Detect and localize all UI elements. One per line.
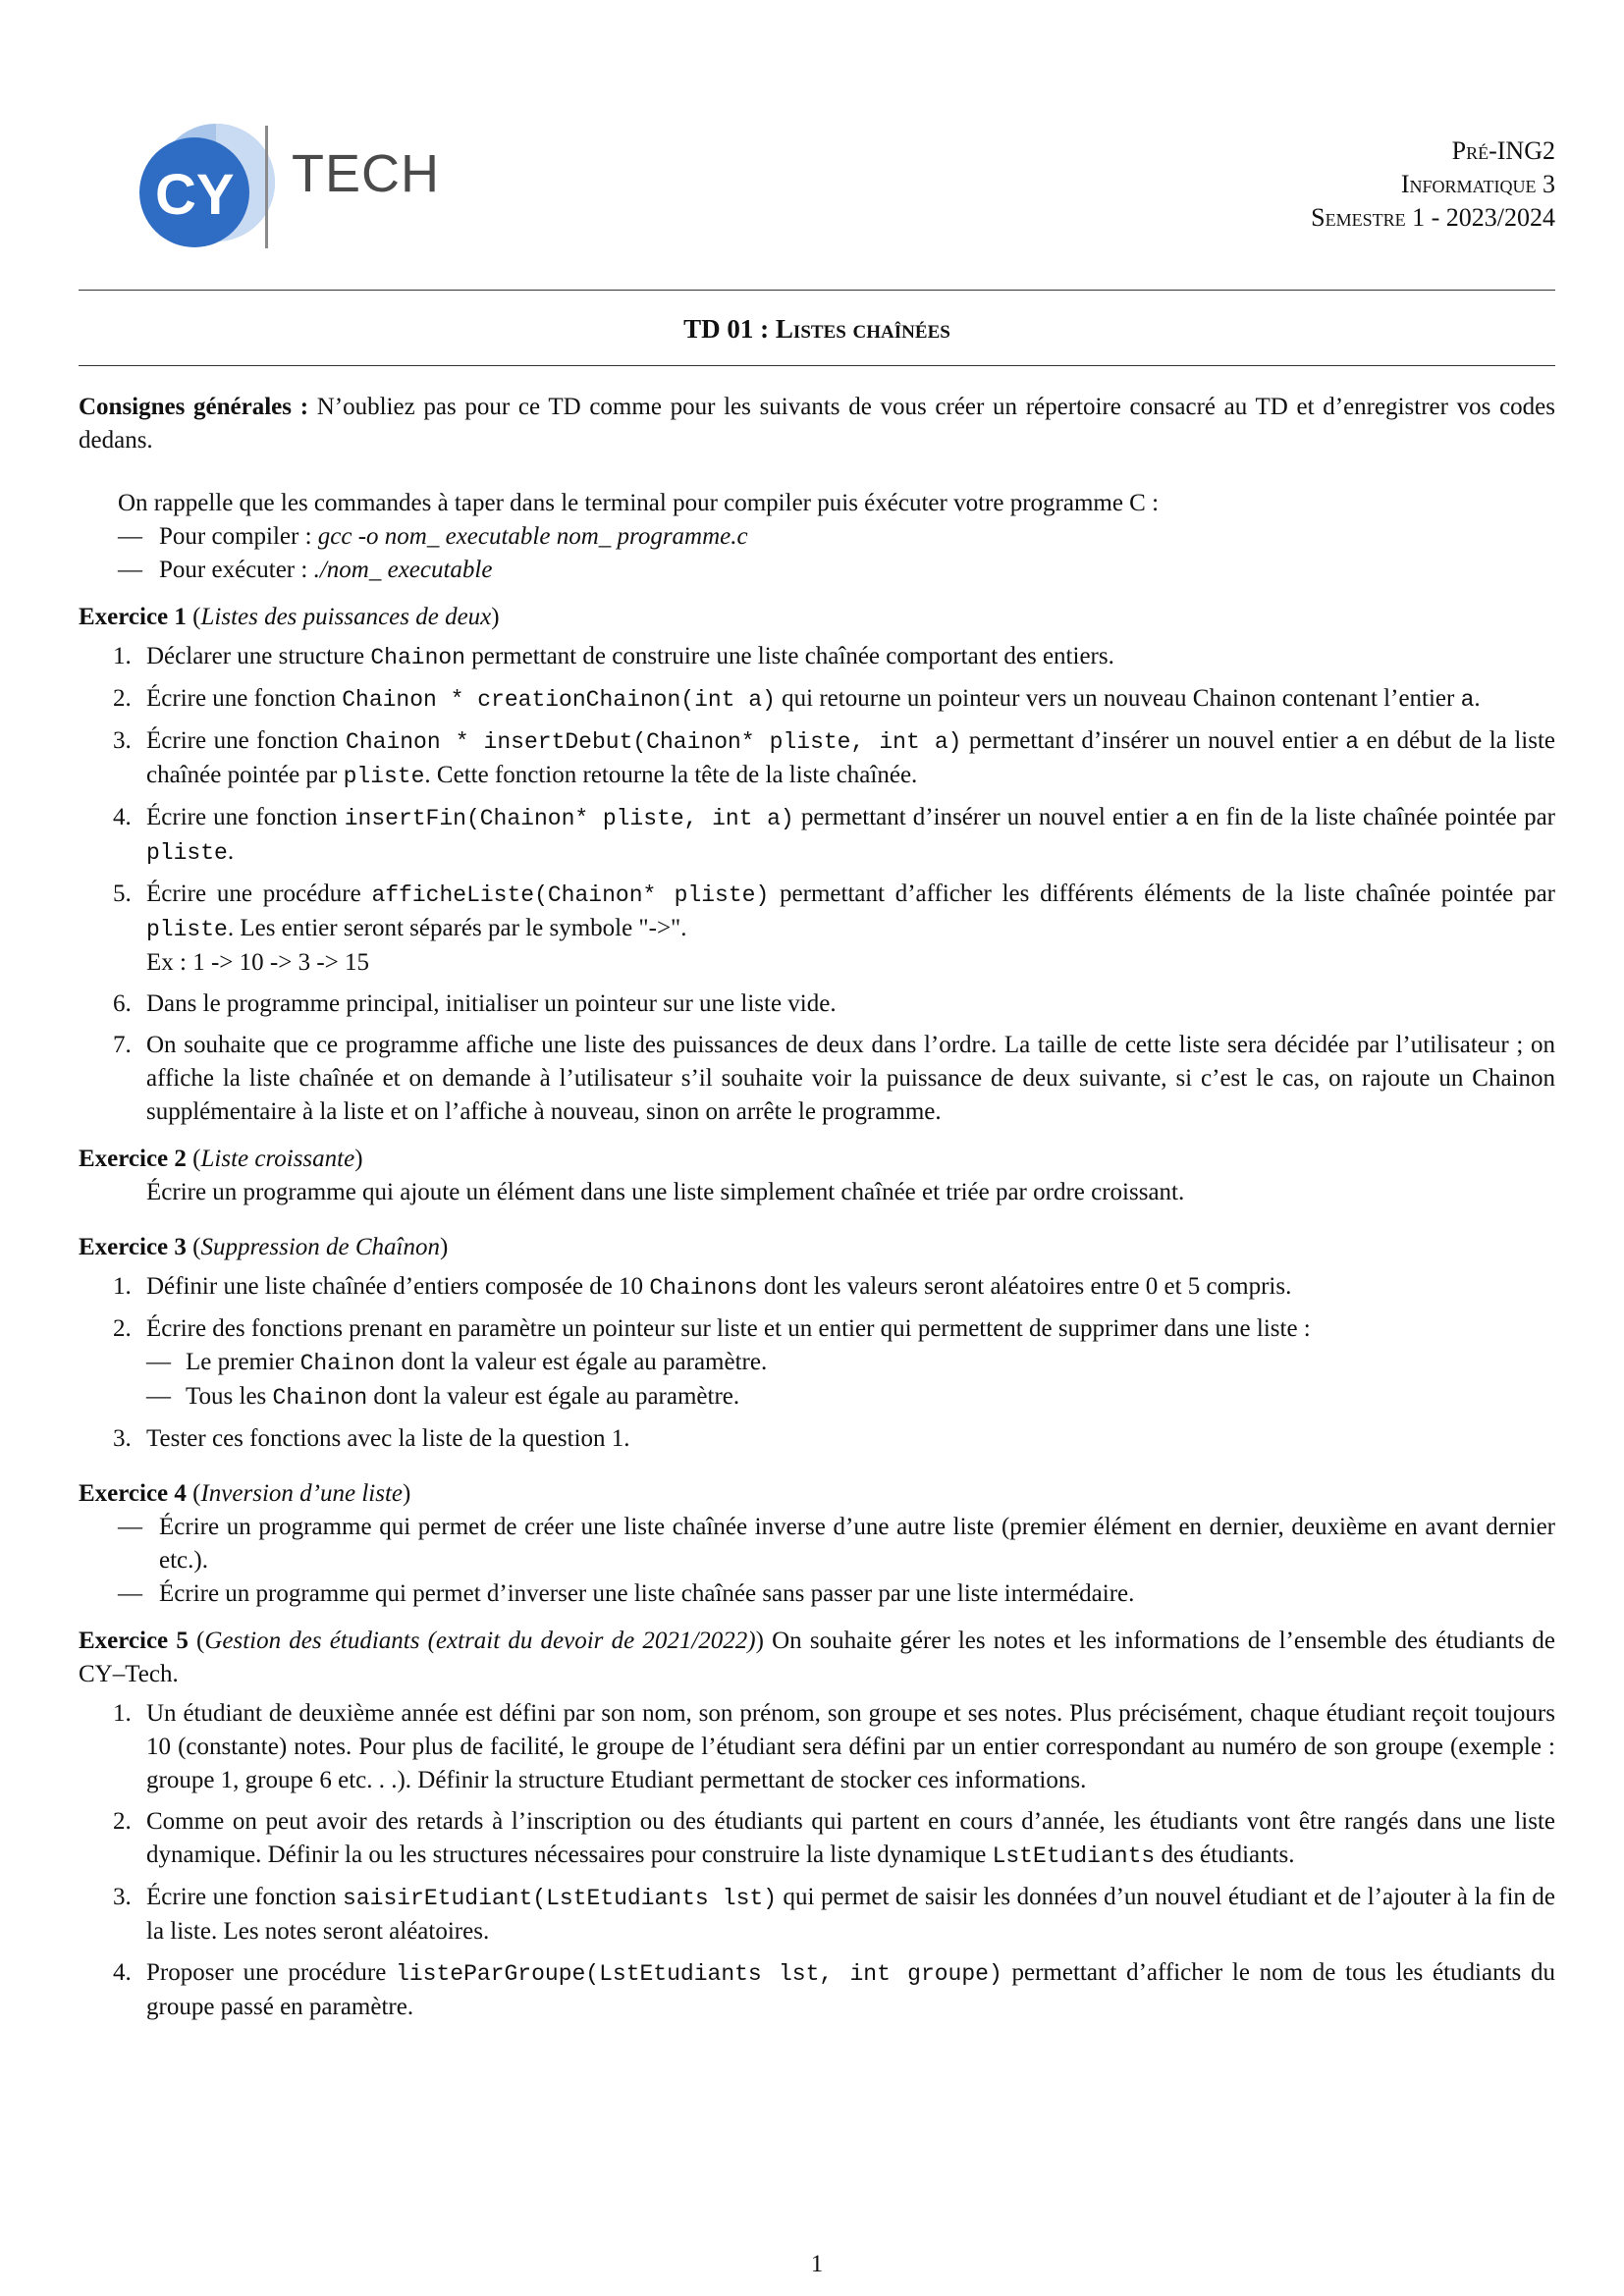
title-rule-top bbox=[79, 290, 1555, 291]
sub-item: — Tous les Chainon dont la valeur est égale au paramètre. bbox=[146, 1383, 740, 1411]
exercise-3-list bbox=[79, 1270, 1555, 1456]
exercise-5-subtitle: Gestion des étudiants (extrait du devoir de 2021/2022) bbox=[204, 1628, 756, 1654]
exercise-2-subtitle: Liste croissante bbox=[200, 1146, 355, 1172]
course-info bbox=[1311, 134, 1555, 235]
list-item: 3. Écrire une fonction Chainon * insertDebut(Chainon* pliste, int a) permettant d’insérer un nouvel entier a en début de la liste chaînée pointée par pliste. Cette fonction retourne la tête de la liste chaînée. bbox=[113, 727, 1555, 789]
exercise-4-label: Exercice 4 bbox=[79, 1480, 187, 1507]
list-item: 1. Un étudiant de deuxième année est défini par son nom, son prénom, son groupe et ses notes. Plus précisément, chaque étudiant reçoit toujours 10 (constante) notes. Pour plus de facilité, le groupe de l’étudiant sera défini par un entier correspondant au numéro de son groupe (exemple : groupe 1, groupe 6 etc. . .). Définir la structure Etudiant permettant de stocker ces informations. bbox=[113, 1700, 1555, 1793]
list-item: 3. Écrire une fonction saisirEtudiant(LstEtudiants lst) qui permet de saisir les données d’un nouvel étudiant et de l’ajouter à la fin de la liste. Les notes seront aléatoires. bbox=[113, 1884, 1556, 1945]
course-semester: Semestre 1 - 2023/2024 bbox=[1311, 203, 1555, 232]
page-number: 1 bbox=[810, 2251, 824, 2277]
exercise-1-subtitle: Listes des puissances de deux bbox=[200, 604, 492, 630]
document-page bbox=[79, 0, 1555, 2296]
run-item: — Pour exécuter : ./nom_ executable bbox=[118, 557, 493, 583]
exercise-5-list bbox=[79, 1697, 1555, 2024]
run-label: Pour exécuter : bbox=[159, 557, 314, 583]
exercise-2-heading: Exercice 2 (Liste croissante) bbox=[79, 1146, 363, 1172]
exercise-5-label: Exercice 5 bbox=[79, 1628, 189, 1654]
exercise-1-label: Exercice 1 bbox=[79, 604, 187, 630]
run-command: ./nom_ executable bbox=[313, 557, 493, 583]
compile-command: gcc -o nom_ executable nom_ programme.c bbox=[317, 523, 748, 550]
example-line: Ex : 1 -> 10 -> 3 -> 15 bbox=[146, 949, 369, 976]
exercise-1-list bbox=[79, 640, 1555, 1129]
exercise-4-item-1: — Écrire un programme qui permet de créer une liste chaînée inverse d’une autre liste (premier élément en dernier, deuxième en avant dernier etc.). bbox=[118, 1514, 1555, 1574]
logo-mark-text: CY bbox=[155, 163, 235, 227]
list-item: 4. Écrire une fonction insertFin(Chainon* pliste, int a) permettant d’insérer un nouvel entier a en fin de la liste chaînée pointée par pliste. bbox=[113, 804, 1555, 866]
list-item: 6. Dans le programme principal, initialiser un pointeur sur une liste vide. bbox=[113, 990, 837, 1017]
exercise-1-heading: Exercice 1 (Listes des puissances de deux) bbox=[79, 604, 500, 630]
title-rule-bottom bbox=[79, 365, 1555, 366]
general-text: N’oubliez pas pour ce TD comme pour les suivants de vous créer un répertoire consacré au TD et d’enregistrer vos codes dedans. bbox=[79, 394, 1555, 454]
exercise-3-heading: Exercice 3 (Suppression de Chaînon) bbox=[79, 1234, 449, 1260]
logo-text: TECH bbox=[292, 144, 440, 203]
page-title bbox=[79, 312, 1555, 346]
exercise-4-subtitle: Inversion d’une liste bbox=[200, 1480, 403, 1507]
course-subject: Informatique 3 bbox=[1400, 170, 1555, 198]
list-item: 2. Écrire des fonctions prenant en paramètre un pointeur sur liste et un entier qui permettent de supprimer dans une liste : — Le premier Chainon dont la valeur est égale au paramètre. — Tous les Chainon dont la valeur est égale au paramètre. bbox=[79, 1312, 1555, 1415]
list-item: 4. Proposer une procédure listeParGroupe(LstEtudiants lst, int groupe) permettant d’afficher le nom de tous les étudiants du groupe passé en paramètre. bbox=[113, 1959, 1555, 2020]
list-item: 1. Déclarer une structure Chainon permettant de construire une liste chaînée comportant des entiers. bbox=[113, 643, 1114, 670]
compile-label: Pour compiler : bbox=[159, 523, 318, 550]
general-instructions bbox=[79, 391, 1555, 457]
compile-item: — Pour compiler : gcc -o nom_ executable nom_ programme.c bbox=[118, 523, 748, 550]
exercise-4-heading: Exercice 4 (Inversion d’une liste) bbox=[79, 1480, 411, 1507]
course-level: Pré-ING2 bbox=[1451, 136, 1555, 165]
exercise-5-intro: On souhaite gérer les notes et les informations de l’ensemble des étudiants de CY–Tech. bbox=[79, 1628, 1555, 1687]
sub-item: — Le premier Chainon dont la valeur est égale au paramètre. bbox=[146, 1349, 768, 1376]
exercise-2-label: Exercice 2 bbox=[79, 1146, 187, 1172]
list-item: 1. Définir une liste chaînée d’entiers composée de 10 Chainons dont les valeurs seront aléatoires entre 0 et 5 compris. bbox=[113, 1273, 1292, 1301]
list-item: 2. Écrire une fonction Chainon * creationChainon(int a) qui retourne un pointeur vers un nouveau Chainon contenant l’entier a. bbox=[113, 685, 1481, 713]
exercise-4-item-2: — Écrire un programme qui permet d’inverser une liste chaînée sans passer par une liste intermédaire. bbox=[118, 1580, 1135, 1607]
cy-tech-logo bbox=[118, 116, 481, 263]
exercise-2-text: Écrire un programme qui ajoute un élément dans une liste simplement chaînée et triée par ordre croissant. bbox=[146, 1179, 1185, 1205]
list-item: 3. Tester ces fonctions avec la liste de la question 1. bbox=[113, 1425, 630, 1452]
exercise-5-heading: Exercice 5 (Gestion des étudiants (extrait du devoir de 2021/2022)) On souhaite gérer les notes et les informations de l’ensemble des étudiants de CY–Tech. bbox=[79, 1628, 1555, 1687]
cy-logo-icon bbox=[118, 116, 295, 263]
title-main: Listes chaînées bbox=[775, 314, 950, 344]
list-item: 5. Écrire une procédure afficheListe(Chainon* pliste) permettant d’afficher les différents éléments de la liste chaînée pointée par pliste. Les entier seront séparés par le symbole "->". Ex : 1 -> 10 -> 3 -> 15 bbox=[113, 881, 1555, 976]
document-body bbox=[79, 391, 1555, 2032]
list-item: 2. Comme on peut avoir des retards à l’inscription ou des étudiants qui partent en cours d’année, les étudiants vont être rangés dans une liste dynamique. Définir la ou les structures nécessaires pour construire la liste dynamique LstEtudiants des étudiants. bbox=[113, 1808, 1555, 1869]
list-item: 7. On souhaite que ce programme affiche une liste des puissances de deux dans l’ordre. La taille de cette liste sera décidée par l’utilisateur ; on affiche la liste chaînée et on demande à l’utilisateur s’il souhaite voir la puissance de deux suivante, si c’est le cas, on rajoute un Chainon supplémentaire à la liste et on l’affiche à nouveau, sinon on arrête le programme. bbox=[113, 1032, 1555, 1125]
general-label: Consignes générales : bbox=[79, 394, 309, 420]
exercise-3-label: Exercice 3 bbox=[79, 1234, 187, 1260]
title-prefix: TD 01 : bbox=[683, 314, 776, 344]
exercise-3-subtitle: Suppression de Chaînon bbox=[200, 1234, 441, 1260]
compile-reminder: On rappelle que les commandes à taper dans le terminal pour compiler puis éxécuter votre programme C : bbox=[118, 490, 1160, 516]
